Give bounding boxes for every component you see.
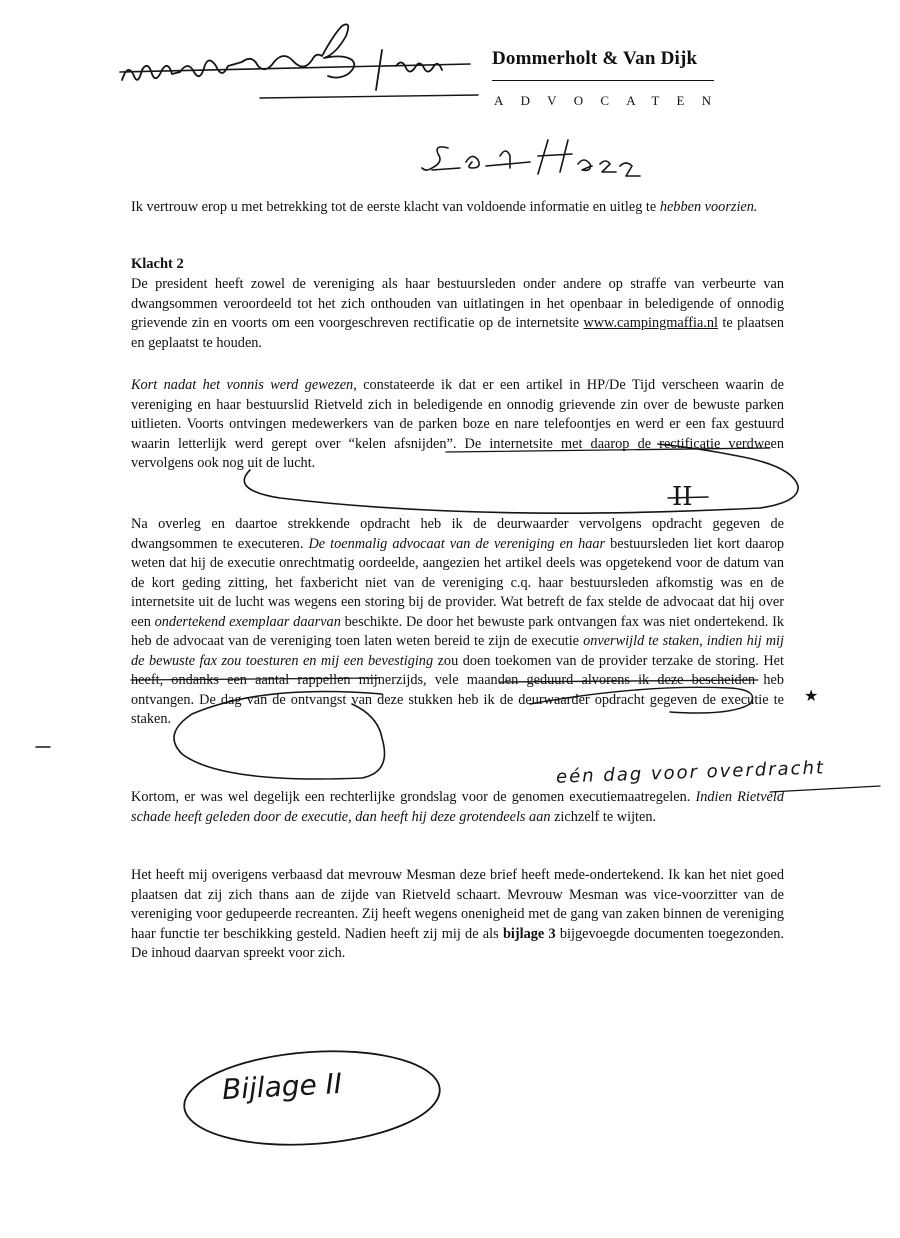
recipient-underline (260, 95, 478, 98)
firm-name: Dommerholt & Van Dijk (492, 48, 698, 69)
paragraph-vonnis-italic: Kort nadat het vonnis werd gewezen, (131, 377, 357, 393)
paragraph-mesman-c: bijgevoegde documenten toegezonden. De inhoud daarvan spreekt voor zich. (131, 925, 784, 961)
paragraph-mesman-bold: bijlage 3 (502, 925, 556, 942)
paragraph-mesman (131, 866, 784, 964)
paragraph-klacht-2-text: De president heeft zowel de vereniging als haar bestuursleden onder andere op straffe van verbeurte van dwangsommen veroordeeld tot het zich onthouden van uitlatingen in het openbaar in beledigende of onnodig grievende zin en voorts om een voorgeschreven rectificatie op de internetsite (131, 276, 784, 331)
paragraph-klacht-2 (131, 275, 784, 353)
handwritten-city-scribble (422, 140, 640, 176)
section-heading-klacht-2: Klacht 2 (131, 256, 184, 272)
paragraph-executie-b: De toenmalig advocaat van de vereniging en haar (308, 535, 606, 552)
paragraph-kortom-a: Kortom, er was wel degelijk een rechterlijke grondslag voor de genomen executiemaatregelen. (131, 789, 696, 805)
star-mark-icon: ★ (804, 688, 819, 705)
handwritten-recipient-scribble (122, 24, 442, 90)
paragraph-executie-d: ondertekend exemplaar daarvan (154, 613, 341, 630)
paragraph-vonnis (131, 376, 784, 474)
paragraph-executie-e: beschikte. De door het bewuste park ontvangen fax was niet ondertekend. Ik heb de advocaat van de vereniging toen laten weten bereid te zijn de executie (131, 613, 784, 649)
letterhead-rule (492, 80, 714, 81)
paragraph-executie (131, 515, 784, 730)
paragraph-intro (131, 198, 784, 218)
paragraph-vonnis-text: constateerde ik dat er een artikel in HP/De Tijd verscheen waarin de vereniging en haar bestuurslid Rietveld zich in beledigende en onnodig grievende zin over de bewuste parken uitlieten. Voorts ontvingen medewerkers van de parken boze en nare telefoontjes en werd er een fax gestuurd waarin letterlijk werd gerept over “kelen afsnijden”. De internetsite met daarop de rectificatie verdween vervolgens ook nog uit de lucht. (131, 377, 784, 471)
paragraph-intro-italic: hebben voorzien. (659, 199, 758, 215)
paragraph-executie-f: onverwijld te staken, indien hij mij de bewuste fax zou toesturen en mij een bevestiging (131, 633, 784, 669)
strike-through-line (120, 64, 470, 72)
paragraph-mesman-a: Het heeft mij overigens verbaasd dat mevrouw Mesman deze brief heeft mede-ondertekend. Ik kan het niet goed plaatsen dat zij zich thans aan de zijde van Rietveld schaart. Mevrouw Mesman was vice-voorzitter van de vereniging voor gedupeerde recreanten. Zij heeft wegens onenigheid met de gang van zaken binnen de vereniging haar functie ter beschikking gesteld. Nadien heeft zij mij de als (131, 867, 784, 942)
underline-margin-note (770, 786, 880, 792)
paragraph-executie-a: Na overleg en daartoe strekkende opdracht heb ik de deurwaarder vervolgens opdracht gegeven de dwangsommen te executeren. (131, 516, 784, 552)
handwritten-attachment-label: Bijlage II (221, 1066, 343, 1107)
handwritten-margin-note: eén dag voor overdracht (555, 757, 826, 788)
handwritten-roman-numeral: II (672, 482, 693, 512)
website-link[interactable]: www.campingmaffia.nl (583, 315, 718, 331)
paragraph-kortom (131, 788, 784, 827)
paragraph-executie-g: zou doen toekomen van de provider terzake de storing. Het heeft, ondanks een aantal rappellen mijnerzijds, vele maanden geduurd alvorens ik deze bescheiden heb ontvangen. De dag van de ontvangst van deze stukken heb ik de deurwaarder opdracht gegeven de executie te staken. (131, 652, 784, 727)
paragraph-kortom-b: Indien Rietveld schade heeft geleden door de executie, dan heeft hij deze grotendeels aan (131, 789, 785, 825)
paragraph-klacht-2-end: te plaatsen en geplaatst te houden. (131, 315, 784, 351)
paragraph-executie-c: bestuursleden liet kort daarop weten dat hij de executie onrechtmatig oordeelde, aangezien het artikel deels was opgetekend voor de datum van de kort geding zitting, het faxbericht niet van de vereniging c.q. haar bestuursleden afkomstig was en de internetsite uit de lucht was wegens een storing bij de provider. Wat betreft de fax stelde de advocaat dat hij over een (131, 535, 784, 630)
paragraph-kortom-c: zichzelf te wijten. (550, 808, 657, 825)
paragraph-intro-text: Ik vertrouw erop u met betrekking tot de eerste klacht van voldoende informatie en uitleg te (131, 199, 660, 215)
firm-subtitle: ADVOCATEN (494, 93, 729, 108)
